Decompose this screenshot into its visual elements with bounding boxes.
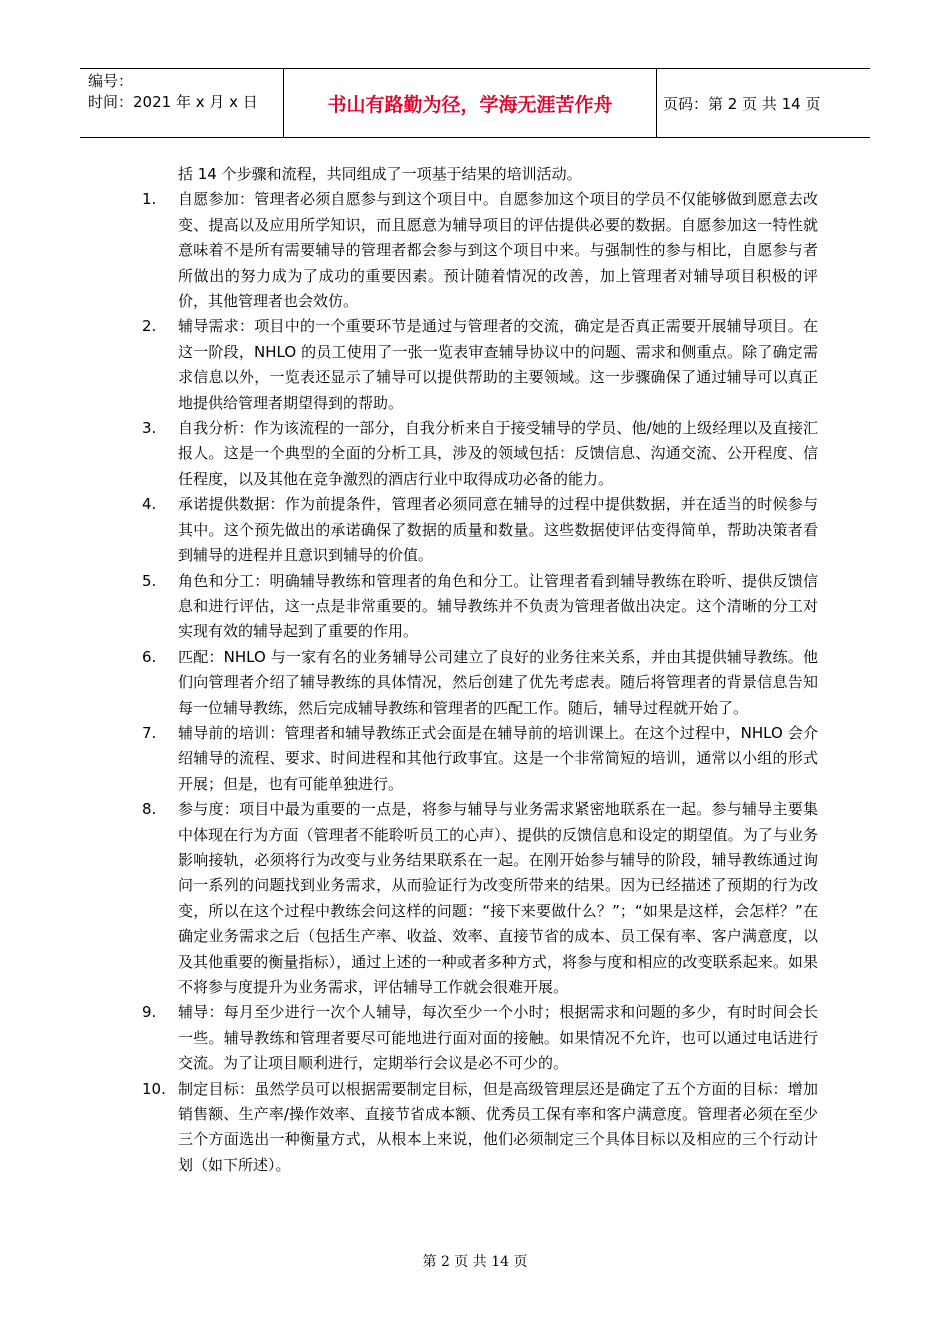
header-motto: 书山有路勤为径，学海无涯苦作舟 bbox=[284, 69, 657, 137]
list-item-number: 1. bbox=[142, 190, 157, 209]
list-item-number: 10. bbox=[142, 1079, 166, 1098]
list-item-text: 角色和分工：明确辅导教练和管理者的角色和分工。让管理者看到辅导教练在聆听、提供反馈信息和进行评估，这一点是非常重要的。辅导教练并不负责为管理者做出决定。这个清晰的分工对实现有效的辅导起到了重要的作用。 bbox=[178, 571, 818, 641]
list-item bbox=[142, 492, 818, 568]
list-item bbox=[142, 1000, 818, 1076]
list-item bbox=[142, 1077, 818, 1179]
list-item-number: 4. bbox=[142, 495, 157, 514]
list-item-number: 7. bbox=[142, 723, 157, 742]
document-date: 时间：2021 年 x 月 x 日 bbox=[88, 93, 258, 111]
numbered-list bbox=[142, 187, 818, 1178]
list-item bbox=[142, 569, 818, 645]
list-item-number: 5. bbox=[142, 571, 157, 590]
document-body bbox=[142, 162, 818, 1178]
list-item-number: 8. bbox=[142, 800, 157, 819]
list-item bbox=[142, 797, 818, 1000]
document-number-label: 编号： bbox=[88, 72, 134, 90]
intro-paragraph: 括 14 个步骤和流程，共同组成了一项基于结果的培训活动。 bbox=[178, 165, 582, 183]
list-item-number: 6. bbox=[142, 647, 157, 666]
header-meta bbox=[80, 69, 284, 137]
list-item bbox=[142, 187, 818, 314]
list-item bbox=[142, 645, 818, 721]
list-item-text: 辅导需求：项目中的一个重要环节是通过与管理者的交流，确定是否真正需要开展辅导项目。在这一阶段，NHLO 的员工使用了一张一览表审查辅导协议中的问题、需求和侧重点。除了确定需求信息以外，一览表还显示了辅导可以提供帮助的主要领域。这一步骤确保了通过辅导可以真正地提供给管理者期望得到的帮助。 bbox=[178, 317, 818, 412]
list-item-number: 3. bbox=[142, 419, 157, 438]
header-page-number: 页码：第 2 页 共 14 页 bbox=[663, 94, 821, 113]
list-item bbox=[142, 314, 818, 416]
page-header bbox=[80, 68, 870, 138]
list-item bbox=[142, 416, 818, 492]
list-item-text: 匹配：NHLO 与一家有名的业务辅导公司建立了良好的业务往来关系，并由其提供辅导教练。他们向管理者介绍了辅导教练的具体情况，然后创建了优先考虑表。随后将管理者的背景信息告知每一位辅导教练，然后完成辅导教练和管理者的匹配工作。随后，辅导过程就开始了。 bbox=[178, 647, 818, 717]
list-item-text: 辅导前的培训：管理者和辅导教练正式会面是在辅导前的培训课上。在这个过程中，NHLO 会介绍辅导的流程、要求、时间进程和其他行政事宜。这是一个非常简短的培训，通常以小组的形式开展；但是，也有可能单独进行。 bbox=[178, 723, 818, 793]
list-item-text: 参与度：项目中最为重要的一点是，将参与辅导与业务需求紧密地联系在一起。参与辅导主要集中体现在行为方面（管理者不能聆听员工的心声）、提供的反馈信息和设定的期望值。为了与业务影响接轨，必须将行为改变与业务结果联系在一起。在刚开始参与辅导的阶段，辅导教练通过询问一系列的问题找到业务需求，从而验证行为改变所带来的结果。因为已经描述了预期的行为改变，所以在这个过程中教练会问这样的问题：“接下来要做什么？”；“如果是这样，会怎样？”在确定业务需求之后（包括生产率、收益、效率、直接节省的成本、员工保有率、客户满意度，以及其他重要的衡量指标），通过上述的一种或者多种方式，将参与度和相应的改变联系起来。如果不将参与度提升为业务需求，评估辅导工作就会很难开展。 bbox=[178, 800, 818, 996]
list-item-number: 2. bbox=[142, 317, 157, 336]
list-item-text: 自我分析：作为该流程的一部分，自我分析来自于接受辅导的学员、他/她的上级经理以及直接汇报人。这是一个典型的全面的分析工具，涉及的领域包括：反馈信息、沟通交流、公开程度、信任程度，以及其他在竞争激烈的酒店行业中取得成功必备的能力。 bbox=[178, 419, 818, 488]
list-item-number: 9. bbox=[142, 1003, 157, 1022]
list-item-text: 承诺提供数据：作为前提条件，管理者必须同意在辅导的过程中提供数据，并在适当的时候参与其中。这个预先做出的承诺确保了数据的质量和数量。这些数据使评估变得简单，帮助决策者看到辅导的进程并且意识到辅导的价值。 bbox=[178, 495, 818, 565]
list-item-text: 制定目标：虽然学员可以根据需要制定目标，但是高级管理层还是确定了五个方面的目标：增加销售额、生产率/操作效率、直接节省成本额、优秀员工保有率和客户满意度。管理者必须在至少三个方面选出一种衡量方式，从根本上来说，他们必须制定三个具体目标以及相应的三个行动计划（如下所述）。 bbox=[178, 1079, 818, 1174]
list-item bbox=[142, 721, 818, 797]
list-item-text: 自愿参加：管理者必须自愿参与到这个项目中。自愿参加这个项目的学员不仅能够做到愿意去改变、提高以及应用所学知识，而且愿意为辅导项目的评估提供必要的数据。自愿参加这一特性就意味着不是所有需要辅导的管理者都会参与到这个项目中来。与强制性的参与相比，自愿参与者所做出的努力成为了成功的重要因素。预计随着情况的改善，加上管理者对辅导项目积极的评价，其他管理者也会效仿。 bbox=[178, 190, 818, 311]
list-item-text: 辅导：每月至少进行一次个人辅导，每次至少一个小时；根据需求和问题的多少，有时时间会长一些。辅导教练和管理者要尽可能地进行面对面的接触。如果情况不允许，也可以通过电话进行交流。为了让项目顺利进行，定期举行会议是必不可少的。 bbox=[178, 1003, 818, 1073]
page-footer: 第 2 页 共 14 页 bbox=[422, 1254, 528, 1270]
